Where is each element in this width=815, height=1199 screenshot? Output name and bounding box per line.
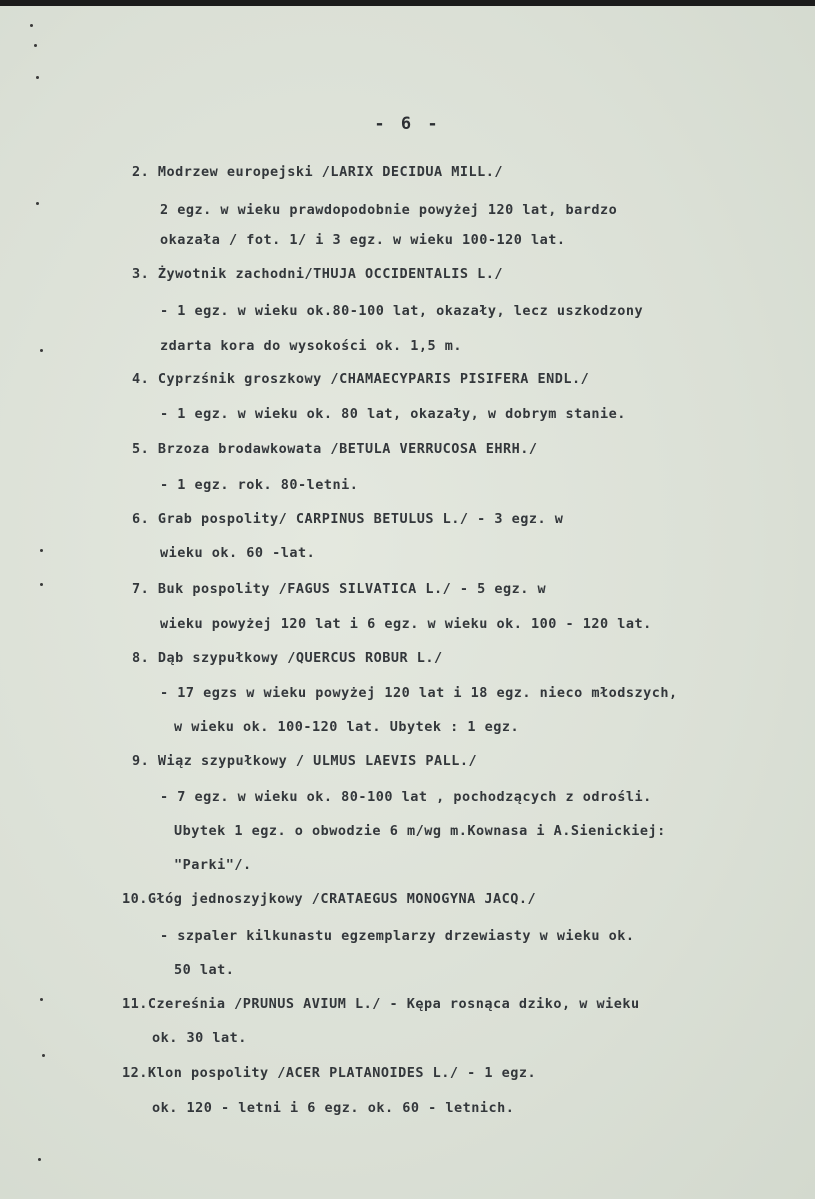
text-line: - 1 egz. w wieku ok. 80 lat, okazały, w dobrym stanie. bbox=[160, 406, 626, 422]
punch-hole-mark bbox=[30, 24, 33, 27]
text-line: wieku powyżej 120 lat i 6 egz. w wieku ok. 100 - 120 lat. bbox=[160, 616, 652, 632]
text-line: zdarta kora do wysokości ok. 1,5 m. bbox=[160, 338, 462, 354]
text-line: 3. Żywotnik zachodni/THUJA OCCIDENTALIS L./ bbox=[132, 266, 503, 282]
punch-hole-mark bbox=[36, 76, 39, 79]
text-line: - 17 egzs w wieku powyżej 120 lat i 18 egz. nieco młodszych, bbox=[160, 685, 678, 701]
text-line: 5. Brzoza brodawkowata /BETULA VERRUCOSA EHRH./ bbox=[132, 441, 538, 457]
text-line: 4. Cyprzśnik groszkowy /CHAMAECYPARIS PISIFERA ENDL./ bbox=[132, 371, 590, 387]
punch-hole-mark bbox=[38, 1158, 41, 1161]
text-line: ok. 120 - letni i 6 egz. ok. 60 - letnich. bbox=[152, 1100, 515, 1116]
punch-hole-mark bbox=[40, 583, 43, 586]
page-number: - 6 - bbox=[374, 114, 441, 134]
punch-hole-mark bbox=[34, 44, 37, 47]
text-line: wieku ok. 60 -lat. bbox=[160, 545, 316, 561]
text-line: - 1 egz. rok. 80-letni. bbox=[160, 477, 359, 493]
text-line: w wieku ok. 100-120 lat. Ubytek : 1 egz. bbox=[174, 719, 520, 735]
punch-hole-mark bbox=[42, 1054, 45, 1057]
text-line: 11.Czereśnia /PRUNUS AVIUM L./ - Kępa rosnąca dziko, w wieku bbox=[122, 996, 640, 1012]
punch-hole-mark bbox=[40, 549, 43, 552]
text-line: - szpaler kilkunastu egzemplarzy drzewiasty w wieku ok. bbox=[160, 928, 635, 944]
text-line: 8. Dąb szypułkowy /QUERCUS ROBUR L./ bbox=[132, 650, 443, 666]
text-line: 9. Wiąz szypułkowy / ULMUS LAEVIS PALL./ bbox=[132, 753, 478, 769]
text-line: "Parki"/. bbox=[174, 857, 252, 873]
text-line: 50 lat. bbox=[174, 962, 235, 978]
text-line: 7. Buk pospolity /FAGUS SILVATICA L./ - 5 egz. w bbox=[132, 581, 547, 597]
text-line: ok. 30 lat. bbox=[152, 1030, 247, 1046]
text-line: Ubytek 1 egz. o obwodzie 6 m/wg m.Kownasa i A.Sienickiej: bbox=[174, 823, 666, 839]
punch-hole-mark bbox=[36, 202, 39, 205]
punch-hole-mark bbox=[40, 349, 43, 352]
text-line: - 7 egz. w wieku ok. 80-100 lat , pochodzących z odrośli. bbox=[160, 789, 652, 805]
text-line: 2. Modrzew europejski /LARIX DECIDUA MILL./ bbox=[132, 164, 503, 180]
text-line: 10.Głóg jednoszyjkowy /CRATAEGUS MONOGYNA JACQ./ bbox=[122, 891, 537, 907]
text-line: okazała / fot. 1/ i 3 egz. w wieku 100-120 lat. bbox=[160, 232, 566, 248]
text-line: - 1 egz. w wieku ok.80-100 lat, okazały, lecz uszkodzony bbox=[160, 303, 644, 319]
text-line: 6. Grab pospolity/ CARPINUS BETULUS L./ - 3 egz. w bbox=[132, 511, 564, 527]
text-line: 2 egz. w wieku prawdopodobnie powyżej 120 lat, bardzo bbox=[160, 202, 618, 218]
text-line: 12.Klon pospolity /ACER PLATANOIDES L./ - 1 egz. bbox=[122, 1065, 537, 1081]
document-page bbox=[0, 6, 815, 1199]
punch-hole-mark bbox=[40, 998, 43, 1001]
